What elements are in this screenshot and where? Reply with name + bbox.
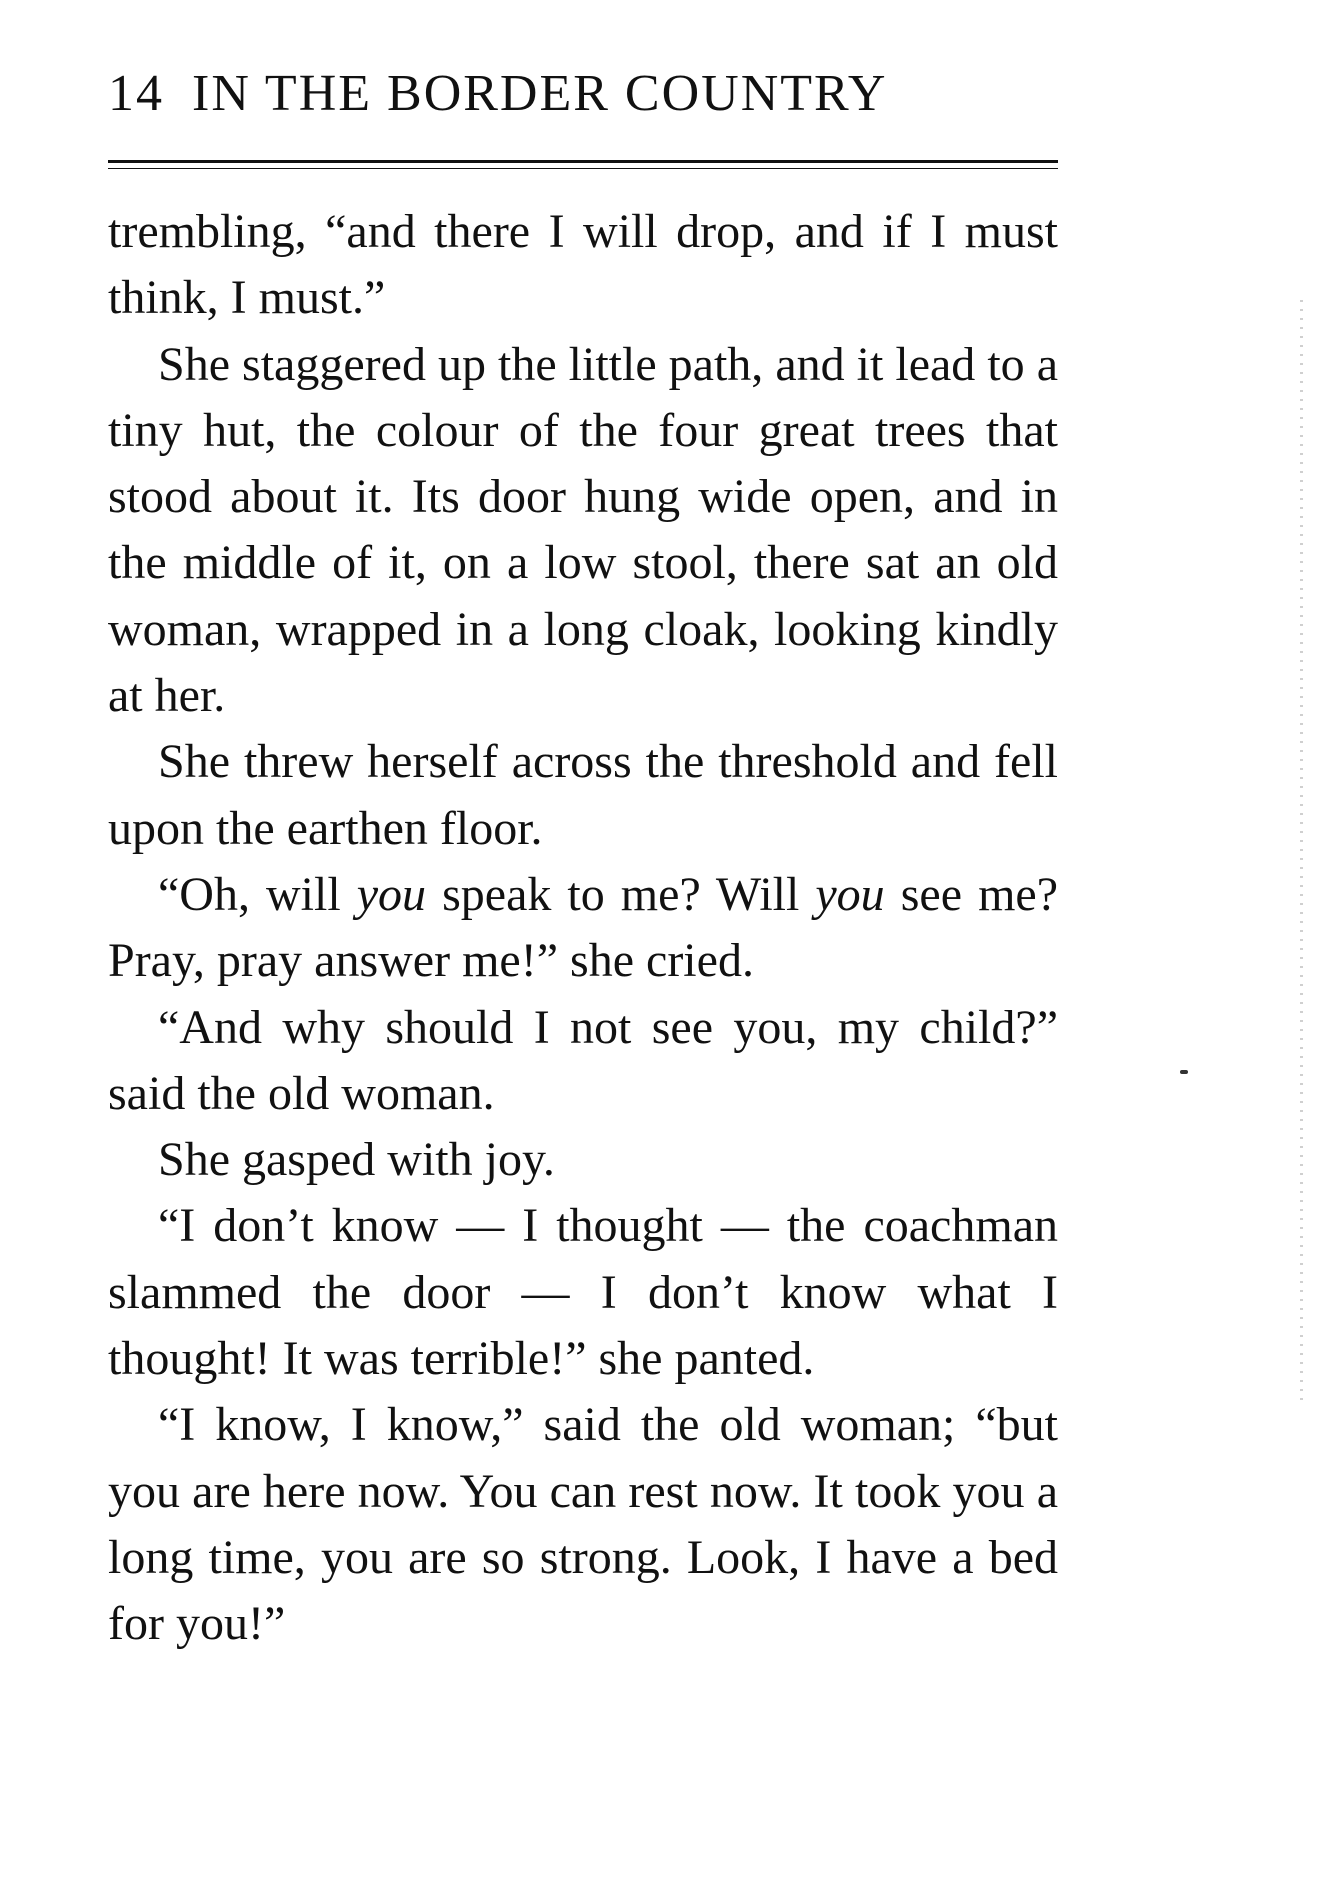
text-run: speak to me? Will (426, 867, 816, 921)
paragraph (108, 995, 1058, 1128)
text-run: “I know, I know,” said the old woman; “but you are here now. You can rest now. It took you a long time, you are so strong. Look, I have a bed for you!” (108, 1398, 1058, 1651)
text-run: She staggered up the little path, and it lead to a tiny hut, the colour of the four great trees that stood about it. Its door hung wide open, and in the middle of it, on a low stool, there sat an old woman, wrapped in a long cloak, looking kindly at her. (108, 337, 1058, 723)
header-double-rule (108, 160, 1058, 169)
book-page (108, 64, 1058, 1658)
paragraph (108, 1392, 1058, 1657)
body-text (108, 199, 1058, 1658)
text-run: trembling, “and there I will drop, and if I must think, I must.” (108, 205, 1058, 325)
paragraph (108, 862, 1058, 995)
text-run: see me? Pray, pray answer me!” she cried. (108, 867, 1059, 988)
paragraph (108, 1193, 1058, 1392)
italic-word: you (815, 867, 885, 921)
text-run: “And why should I not see you, my child?” said the old woman. (108, 1000, 1058, 1120)
paragraph (108, 729, 1058, 862)
scan-edge-noise (1300, 300, 1303, 1400)
paragraph (108, 1127, 1058, 1193)
text-run: She threw herself across the threshold and fell upon the earthen floor. (108, 735, 1058, 855)
paragraph (108, 332, 1058, 730)
text-run: “I don’t know — I thought — the coachman slammed the door — I don’t know what I thought! It was terrible!” she panted. (108, 1199, 1058, 1386)
text-run: “Oh, will (158, 867, 357, 921)
italic-word: you (356, 867, 427, 921)
page-number: 14 (108, 65, 164, 122)
running-title: IN THE BORDER COUNTRY (192, 65, 888, 122)
paragraph (108, 199, 1058, 332)
text-run: She gasped with joy. (158, 1133, 555, 1187)
scan-speck (1180, 1070, 1188, 1074)
running-head (108, 64, 1058, 124)
